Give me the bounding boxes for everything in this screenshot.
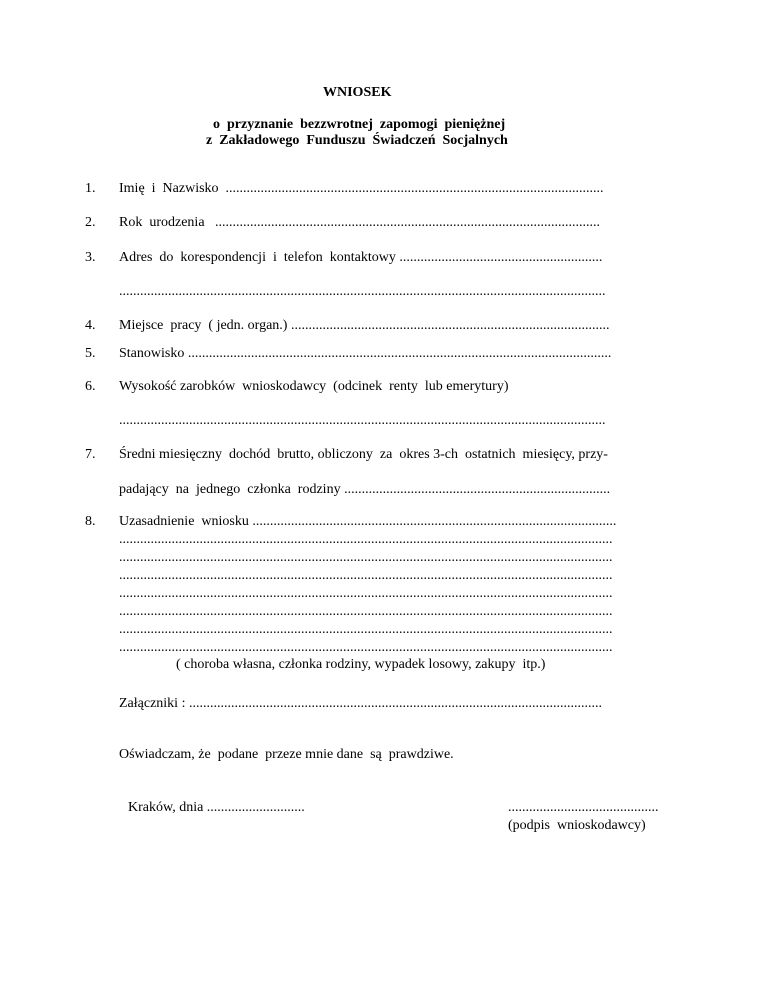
- item-3-address-field: Adres do korespondencji i telefon kontaktowy ..........................................................: [119, 250, 603, 265]
- attachments-field: Załączniki : ......................................................................................................................: [119, 696, 602, 711]
- justification-examples-note: ( choroba własna, członka rodziny, wypadek losowy, zakupy itp.): [176, 657, 546, 672]
- justification-dotted-line: .............................................................................................................................................: [119, 586, 613, 601]
- item-1-name-field: Imię i Nazwisko ............................................................................................................: [119, 181, 604, 196]
- justification-dotted-line: .............................................................................................................................................: [119, 550, 613, 565]
- form-subtitle-line2: z Zakładowego Funduszu Świadczeń Socjalnych: [206, 133, 508, 148]
- declaration-text: Oświadczam, że podane przeze mnie dane są prawdziwe.: [119, 747, 454, 762]
- item-7-average-income-label: Średni miesięczny dochód brutto, obliczony za okres 3-ch ostatnich miesięcy, przy-: [119, 447, 608, 462]
- justification-dotted-line: .............................................................................................................................................: [119, 532, 613, 547]
- item-5-number: 5.: [85, 346, 96, 361]
- signature-label: (podpis wnioskodawcy): [508, 818, 646, 833]
- place-date-field: Kraków, dnia ............................: [128, 800, 305, 815]
- item-8-number: 8.: [85, 514, 96, 529]
- item-5-position-field: Stanowisko .........................................................................................................................: [119, 346, 612, 361]
- item-6-continuation-line: ...........................................................................................................................................: [119, 413, 606, 428]
- justification-dotted-line: .............................................................................................................................................: [119, 568, 613, 583]
- item-3-number: 3.: [85, 250, 96, 265]
- item-8-justification-label: Uzasadnienie wniosku ........................................................................................................: [119, 514, 617, 529]
- form-subtitle-line1: o przyznanie bezzwrotnej zapomogi pieniężnej: [213, 117, 506, 132]
- item-7-continuation-line: padający na jednego członka rodziny ............................................................................: [119, 482, 611, 497]
- item-6-number: 6.: [85, 379, 96, 394]
- justification-dotted-line: .............................................................................................................................................: [119, 640, 613, 655]
- justification-dotted-line: .............................................................................................................................................: [119, 622, 613, 637]
- item-7-number: 7.: [85, 447, 96, 462]
- item-2-birth-year-field: Rok urodzenia ..............................................................................................................: [119, 215, 601, 230]
- justification-dotted-line: .............................................................................................................................................: [119, 604, 613, 619]
- item-4-number: 4.: [85, 318, 96, 333]
- item-2-number: 2.: [85, 215, 96, 230]
- signature-line: ...........................................: [508, 800, 659, 815]
- item-4-workplace-field: Miejsce pracy ( jedn. organ.) ...........................................................................................: [119, 318, 610, 333]
- form-title: WNIOSEK: [323, 85, 392, 100]
- item-6-income-label: Wysokość zarobków wnioskodawcy (odcinek renty lub emerytury): [119, 379, 509, 394]
- item-1-number: 1.: [85, 181, 96, 196]
- item-3-continuation-line: ...........................................................................................................................................: [119, 284, 606, 299]
